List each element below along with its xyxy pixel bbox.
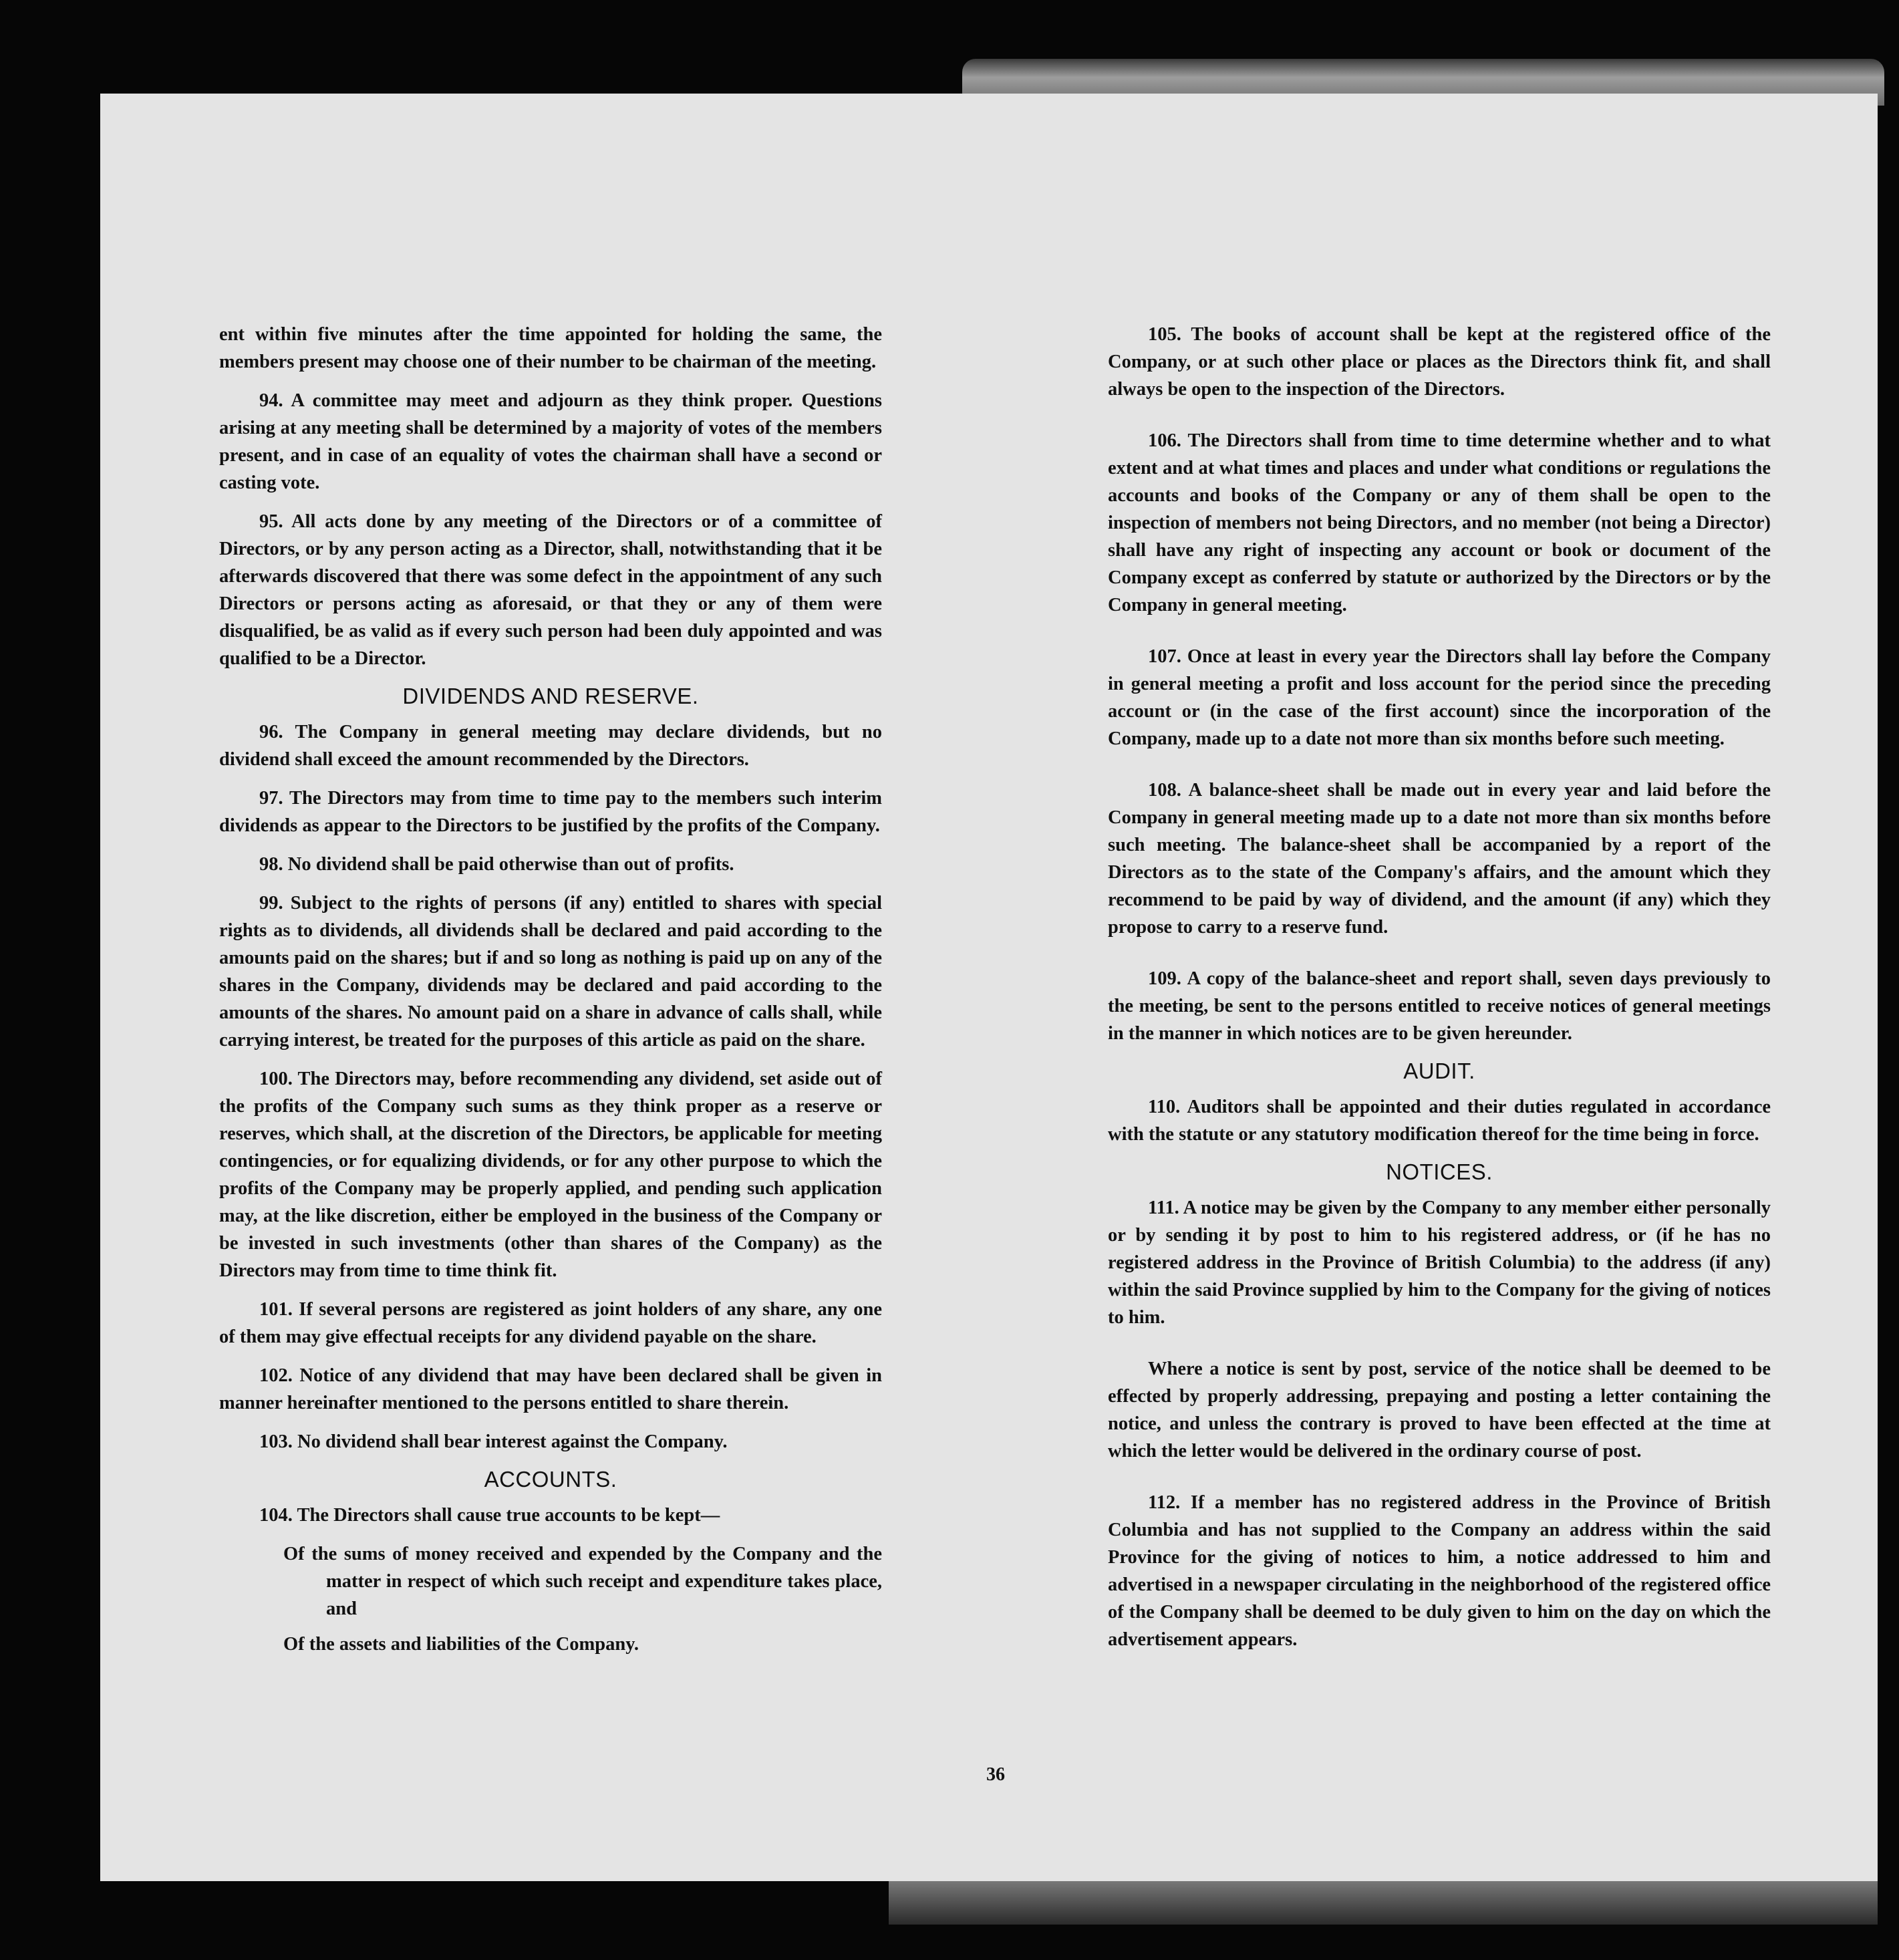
article-95: 95. All acts done by any meeting of the Directors or of a committee of Directors, or by any person acting as a Director, shall, notwithstanding that it be afterwards discovered that there was some defect in the appointment of any such Directors or persons acting as aforesaid, or that they or any of them were disqualified, be as valid as if every such person had been duly appointed and was qualified to be a Director. (219, 511, 882, 669)
left-column (219, 321, 882, 1666)
document-page (100, 94, 1878, 1881)
heading-dividends-and-reserve: DIVIDENDS AND RESERVE. (402, 684, 699, 708)
article-97: 97. The Directors may from time to time pay to the members such interim dividends as appear to the Directors to be justified by the profits of the Company. (219, 788, 882, 836)
article-94: 94. A committee may meet and adjourn as they think proper. Questions arising at any meeting shall be determined by a majority of votes of the members present, and in case of an equality of votes the chairman shall have a second or casting vote. (219, 390, 882, 493)
article-108: 108. A balance-sheet shall be made out in every year and laid before the Company in general meeting made up to a date not more than six months before such meeting. The balance-sheet shall be accompanied by a report of the Directors as to the state of the Company's affairs, and the amount which they recommend to be paid by way of dividend, and the amount (if any) which they propose to carry to a reserve fund. (1108, 780, 1771, 938)
article-111: 111. A notice may be given by the Company to any member either personally or by sending it by post to him to his registered address, or (if he has no registered address in the Province of British Columbia) to the address (if any) within the said Province supplied by him to the Company for the giving of notices to him. (1108, 1198, 1771, 1328)
article-99: 99. Subject to the rights of persons (if any) entitled to shares with special rights as to dividends, all dividends shall be declared and paid according to the amounts paid on the shares; but if and so long as nothing is paid up on any of the shares in the Company, dividends may be declared and paid according to the amounts of the shares. No amount paid on a share in advance of calls shall, while carrying interest, be treated for the purposes of this article as paid on the share. (219, 893, 882, 1051)
right-column (1108, 321, 1771, 1665)
page-number: 36 (986, 1764, 1005, 1785)
article-100: 100. The Directors may, before recommending any dividend, set aside out of the profits of the Company such sums as they think proper as a reserve or reserves, which shall, at the discretion of the Directors, be applicable for meeting contingencies, or for equalizing dividends, or for any other purpose to which the profits of the Company may be properly applied, and pending such application may, at the like discretion, either be employed in the business of the Company or be invested in such investments (other than shares of the Company) as the Directors may from time to time think fit. (219, 1069, 882, 1281)
heading-notices: NOTICES. (1386, 1159, 1493, 1184)
article-109: 109. A copy of the balance-sheet and report shall, seven days previously to the meeting, be sent to the persons entitled to receive notices of general meetings in the manner in which notices are to be given hereunder. (1108, 968, 1771, 1044)
article-103: 103. No dividend shall bear interest against the Company. (259, 1431, 728, 1452)
article-107: 107. Once at least in every year the Directors shall lay before the Company in general meeting a profit and loss account for the period since the preceding account or (in the case of the first account) since the incorporation of the Company, made up to a date not more than six months before such meeting. (1108, 646, 1771, 749)
article-111-post: Where a notice is sent by post, service of the notice shall be deemed to be effected by properly addressing, prepaying and posting a letter containing the notice, and unless the contrary is proved to have been effected at the time at which the letter would be delivered in the ordinary course of post. (1108, 1359, 1771, 1461)
article-98: 98. No dividend shall be paid otherwise than out of profits. (259, 854, 734, 875)
heading-audit: AUDIT. (1403, 1059, 1475, 1083)
article-105: 105. The books of account shall be kept at the registered office of the Company, or at such other place or places as the Directors think fit, and shall always be open to the inspection of the Directors. (1108, 324, 1771, 400)
paragraph-continued: ent within five minutes after the time appointed for holding the same, the members present may choose one of their number to be chairman of the meeting. (219, 324, 882, 372)
article-112: 112. If a member has no registered address in the Province of British Columbia and has not supplied to the Company an address within the said Province for the giving of notices to him, a notice addressed to him and advertised in a newspaper circulating in the neighborhood of the registered office of the Company shall be deemed to be duly given to him on the day on which the advertisement appears. (1108, 1492, 1771, 1650)
article-96: 96. The Company in general meeting may declare dividends, but no dividend shall exceed the amount recommended by the Directors. (219, 722, 882, 770)
heading-accounts: ACCOUNTS. (484, 1467, 617, 1492)
article-104-item-assets: Of the assets and liabilities of the Company. (283, 1634, 639, 1655)
article-101: 101. If several persons are registered as joint holders of any share, any one of them may give effectual receipts for any dividend payable on the share. (219, 1299, 882, 1347)
article-106: 106. The Directors shall from time to time determine whether and to what extent and at what times and places and under what conditions or regulations the accounts and books of the Company or any of them shall be open to the inspection of members not being Directors, and no member (not being a Director) shall have any right of inspecting any account or book or document of the Company except as conferred by statute or authorized by the Directors or by the Company in general meeting. (1108, 430, 1771, 615)
article-104-item-money: Of the sums of money received and expended by the Company and the matter in respect of which such receipt and expenditure takes place, and (283, 1544, 882, 1619)
article-102: 102. Notice of any dividend that may have been declared shall be given in manner hereinafter mentioned to the persons entitled to share therein. (219, 1365, 882, 1413)
article-110: 110. Auditors shall be appointed and their duties regulated in accordance with the statute or any statutory modification thereof for the time being in force. (1108, 1097, 1771, 1145)
article-104: 104. The Directors shall cause true accounts to be kept— (259, 1505, 720, 1526)
